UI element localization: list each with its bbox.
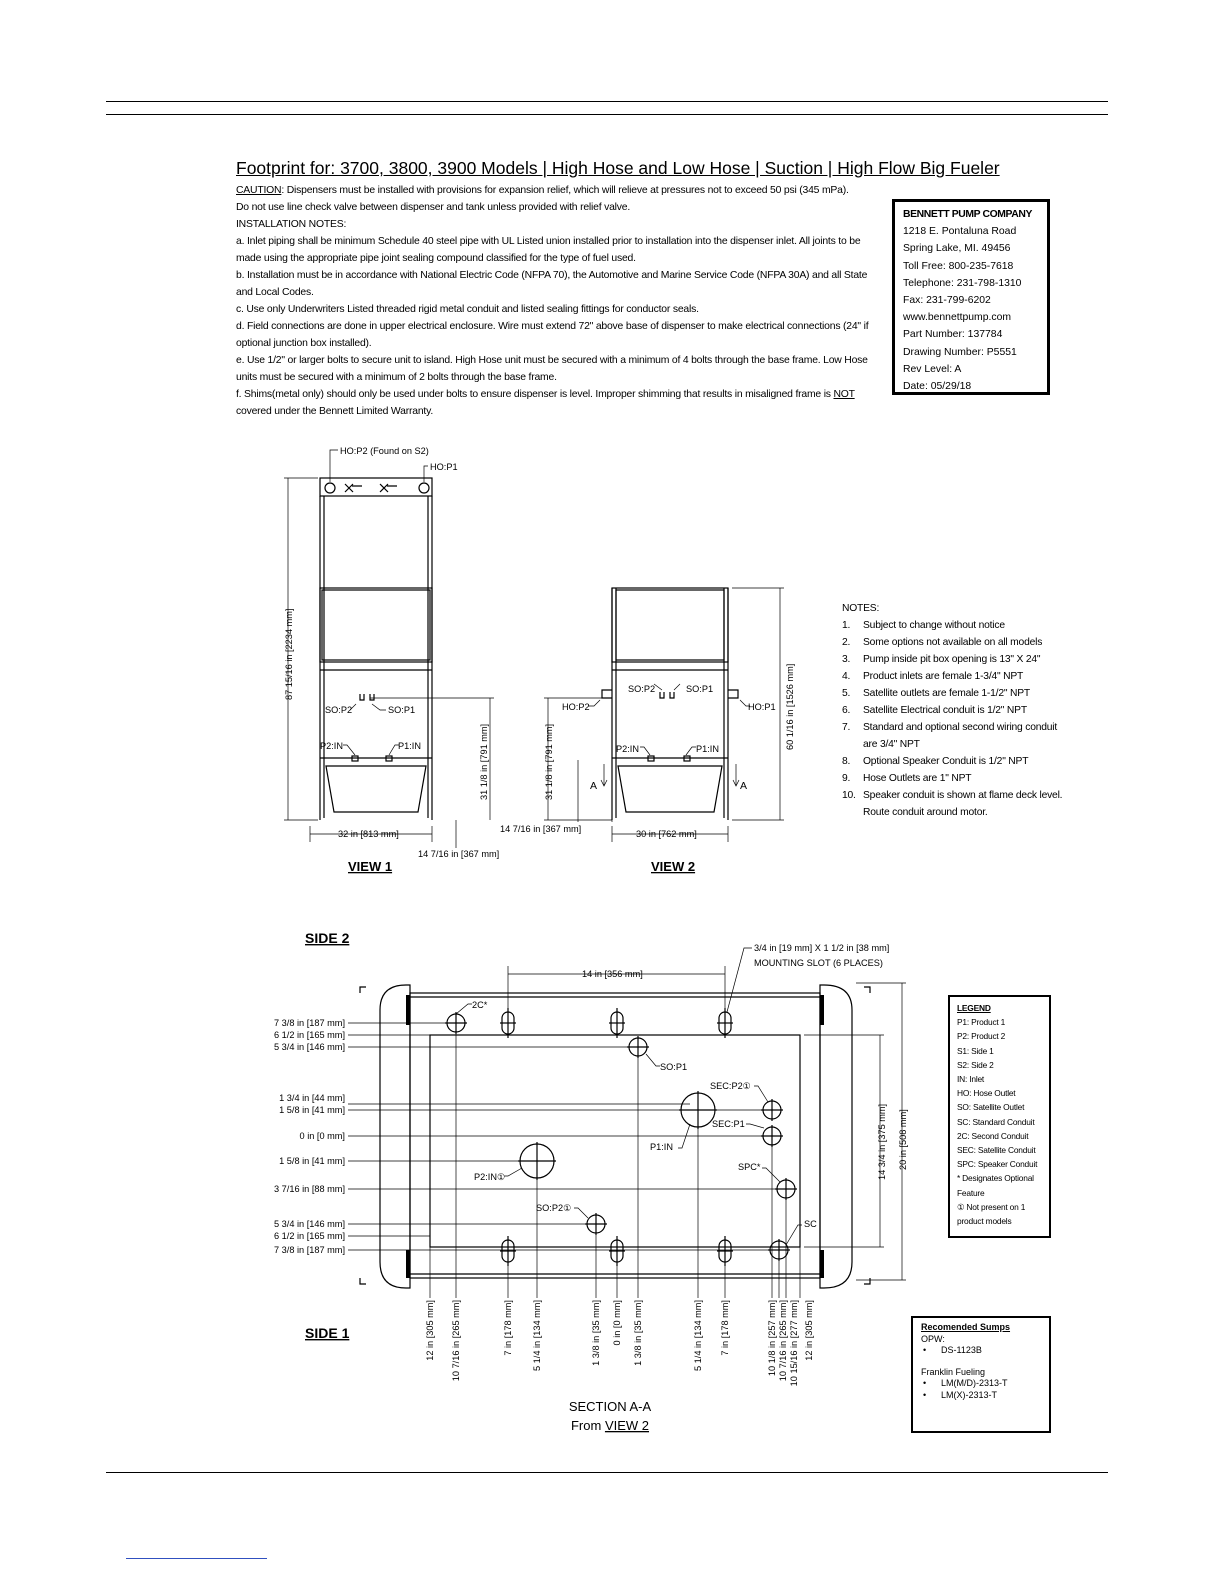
bottom-dim: 0 in [0 mm] <box>612 1300 622 1346</box>
v2-ho-p1: HO:P1 <box>748 702 776 712</box>
company-rev: Rev Level: A <box>903 363 962 375</box>
slot-note-1: 3/4 in [19 mm] X 1 1/2 in [38 mm] <box>754 943 890 953</box>
v2-offset: 14 7/16 in [367 mm] <box>500 824 582 834</box>
slot-spacing: 14 in [356 mm] <box>582 969 643 979</box>
company-telephone: Telephone: 231-798-1310 <box>903 277 1022 289</box>
bottom-dim: 12 in [305 mm] <box>804 1300 814 1361</box>
note-d: d. Field connections are done in upper electrical enclosure. Wire must extend 72" above base of dispenser to make electrical connections (24" if optional junction box installed). <box>236 321 869 349</box>
note-b: b. Installation must be in accordance with National Electric Code (NFPA 70), the Automotive and Marine Service Code (NFPA 30A) and all State and Local Codes. <box>236 270 868 298</box>
company-address1: 1218 E. Pontaluna Road <box>903 226 1017 238</box>
section-drawing <box>360 985 870 1288</box>
v2-section-mark-right: A <box>740 780 748 792</box>
callout-2c: 2C* <box>472 1000 488 1010</box>
company-name: BENNETT PUMP COMPANY <box>903 209 1033 220</box>
bottom-dim: 10 1/8 in [257 mm] <box>767 1300 777 1377</box>
v1-height: 87 15/16 in [2234 mm] <box>284 608 294 700</box>
callout-p2-in: P2:IN① <box>474 1172 506 1182</box>
side1-label: SIDE 1 <box>305 1325 350 1341</box>
v2-inlet-height: 31 1/8 in [791 mm] <box>544 723 554 800</box>
legend-item: SO: Satellite Outlet <box>957 1102 1025 1113</box>
sumps-franklin-item: • LM(X)-2313-T <box>921 1390 1041 1402</box>
company-web: www.bennettpump.com <box>903 312 1012 324</box>
page-title: Footprint for: 3700, 3800, 3900 Models | High Hose and Low Hose | Suction | High Flow Big Fueler <box>236 158 1000 178</box>
side-note: 1. Subject to change without notice <box>842 620 1005 631</box>
sumps-franklin-item: • LM(M/D)-2313-T <box>921 1378 1041 1390</box>
v1-offset: 14 7/16 in [367 mm] <box>418 849 500 859</box>
side-note: 2. Some options not available on all models <box>842 637 1043 648</box>
bottom-dim: 5 1/4 in [134 mm] <box>532 1300 542 1371</box>
dim-inner: 14 3/4 in [375 mm] <box>877 1103 887 1180</box>
legend-item: SEC: Satellite Conduit <box>957 1145 1036 1156</box>
v2-section-mark-left: A <box>590 780 598 792</box>
side-note: 4. Product inlets are female 1-3/4" NPT <box>842 671 1024 682</box>
side-note: 3. Pump inside pit box opening is 13" X 24" <box>842 654 1041 665</box>
callout-sec-p2: SEC:P2① <box>710 1081 751 1091</box>
slot-note-2: MOUNTING SLOT (6 PLACES) <box>754 958 883 968</box>
caution-text: : Dispensers must be installed with provisions for expansion relief, which will relieve at pressures not to exceed 50 psi (345 mPa). <box>281 185 849 196</box>
bottom-dim: 10 15/16 in [277 mm] <box>789 1300 799 1387</box>
callout-so-p2: SO:P2① <box>536 1203 572 1213</box>
side-note: 5. Satellite outlets are female 1-1/2" NPT <box>842 688 1030 699</box>
callout-sec-p1: SEC:P1 <box>712 1119 745 1129</box>
section-caption-2: From VIEW 2 <box>570 1418 650 1433</box>
legend-item: IN: Inlet <box>957 1074 985 1085</box>
legend-item: 2C: Second Conduit <box>957 1130 1029 1141</box>
bottom-dim: 1 3/8 in [35 mm] <box>633 1300 643 1366</box>
sumps-franklin: Franklin Fueling <box>921 1366 986 1377</box>
v2-ho-p2: HO:P2 <box>562 702 590 712</box>
sumps-opw: OPW: <box>921 1333 945 1344</box>
dimension-lines <box>284 450 906 1298</box>
left-dim: 7 3/8 in [187 mm] <box>274 1018 345 1028</box>
recommended-sumps-box <box>911 1316 1051 1433</box>
v1-so-p1: SO:P1 <box>388 705 416 715</box>
v2-height: 60 1/16 in [1526 mm] <box>785 663 795 750</box>
bottom-dim: 10 7/16 in [265 mm] <box>451 1300 461 1382</box>
v2-so-p1: SO:P1 <box>686 684 714 694</box>
left-dim: 3 7/16 in [88 mm] <box>274 1184 345 1194</box>
callout-p1-in: P1:IN <box>650 1142 673 1152</box>
sumps-heading: Recomended Sumps <box>921 1322 1011 1332</box>
legend-item: P2: Product 2 <box>957 1031 1006 1042</box>
side-notes-heading: NOTES: <box>842 603 880 614</box>
side-note: 10. Speaker conduit is shown at flame deck level. Route conduit around motor. <box>842 790 1063 818</box>
note-f: f. Shims(metal only) should only be used under bolts to ensure dispenser is level. Improper shimming that results in misaligned frame is NOT covered under the Bennett Limited Warranty. <box>236 389 855 417</box>
v1-ho-p2: HO:P2 (Found on S2) <box>340 446 429 456</box>
caution-label: CAUTION <box>236 185 282 196</box>
bottom-dim: 5 1/4 in [134 mm] <box>693 1300 703 1371</box>
left-dim: 0 in [0 mm] <box>299 1131 345 1141</box>
v1-p2-in: P2:IN <box>320 741 343 751</box>
v2-so-p2: SO:P2 <box>628 684 656 694</box>
left-dim: 5 3/4 in [146 mm] <box>274 1219 345 1229</box>
legend-item: SPC: Speaker Conduit <box>957 1159 1038 1170</box>
footer-rule <box>106 1472 1108 1473</box>
bottom-dim: 12 in [305 mm] <box>425 1300 435 1361</box>
v1-inlet-height: 31 1/8 in [791 mm] <box>479 723 489 800</box>
left-dim: 6 1/2 in [165 mm] <box>274 1231 345 1241</box>
section-caption-1: SECTION A-A <box>568 1399 652 1414</box>
v1-p1-in: P1:IN <box>398 741 421 751</box>
side-note: 6. Satellite Electrical conduit is 1/2" NPT <box>842 705 1027 716</box>
callout-spc: SPC* <box>738 1162 761 1172</box>
bottom-dim: 1 3/8 in [35 mm] <box>591 1300 601 1366</box>
legend-item: ① Not present on 1 product models <box>957 1201 1026 1227</box>
left-dim: 1 3/4 in [44 mm] <box>279 1093 345 1103</box>
left-dim: 5 3/4 in [146 mm] <box>274 1042 345 1052</box>
note-c: c. Use only Underwriters Listed threaded rigid metal conduit and listed sealing fittings for conductor seals. <box>236 304 699 315</box>
sumps-opw-item: • DS-1123B <box>921 1345 1041 1357</box>
left-dim: 1 5/8 in [41 mm] <box>279 1105 345 1115</box>
not-emphasis: NOT <box>833 389 855 400</box>
installation-heading: INSTALLATION NOTES: <box>236 219 347 230</box>
company-tollfree: Toll Free: 800-235-7618 <box>903 260 1014 272</box>
company-drawing: Drawing Number: P5551 <box>903 346 1017 358</box>
callout-sc: SC <box>804 1219 817 1229</box>
legend-item: S2: Side 2 <box>957 1059 994 1070</box>
side-note: 8. Optional Speaker Conduit is 1/2" NPT <box>842 756 1029 767</box>
left-dim: 6 1/2 in [165 mm] <box>274 1030 345 1040</box>
footer-link-line <box>126 1558 267 1559</box>
v2-p1-in: P1:IN <box>696 744 719 754</box>
side-note: 9. Hose Outlets are 1" NPT <box>842 773 972 784</box>
view1-label: VIEW 1 <box>348 859 393 874</box>
caution-line-2: Do not use line check valve between dispenser and tank unless provided with relief valve. <box>236 202 631 213</box>
company-address2: Spring Lake, MI. 49456 <box>903 243 1011 255</box>
side2-label: SIDE 2 <box>305 930 350 946</box>
bottom-dim: 10 7/16 in [265 mm] <box>778 1300 788 1382</box>
legend-item: SC: Standard Conduit <box>957 1116 1035 1127</box>
bottom-dim: 7 in [178 mm] <box>503 1300 513 1356</box>
v1-width: 32 in [813 mm] <box>338 829 399 839</box>
company-date: Date: 05/29/18 <box>903 381 972 393</box>
note-a: a. Inlet piping shall be minimum Schedule 40 steel pipe with UL Listed union installed prior to installation into the dispenser inlet. All joints to be made using the appropriate pipe joint sealing compound classified for the type of fuel used. <box>236 236 861 264</box>
note-e: e. Use 1/2" or larger bolts to secure unit to island. High Hose unit must be secured with a minimum of 4 bolts through the base frame. Low Hose units must be secured with a minimum of 2 bolts through the base frame. <box>236 355 868 383</box>
v1-ho-p1: HO:P1 <box>430 462 458 472</box>
view1-drawing <box>320 478 432 820</box>
legend-box <box>948 995 1051 1238</box>
side-note: 7. Standard and optional second wiring conduit are 3/4" NPT <box>842 722 1058 750</box>
left-dim: 7 3/8 in [187 mm] <box>274 1245 345 1255</box>
v2-width: 30 in [762 mm] <box>636 829 697 839</box>
legend-item: P1: Product 1 <box>957 1017 1006 1028</box>
bottom-dim: 7 in [178 mm] <box>720 1300 730 1356</box>
legend-item: S1: Side 1 <box>957 1045 994 1056</box>
company-part: Part Number: 137784 <box>903 329 1003 341</box>
legend-item: * Designates Optional Feature <box>957 1173 1034 1198</box>
view2-label: VIEW 2 <box>651 859 696 874</box>
left-dim: 1 5/8 in [41 mm] <box>279 1156 345 1166</box>
company-fax: Fax: 231-799-6202 <box>903 295 991 307</box>
view2-drawing <box>602 588 738 820</box>
dim-outer: 20 in [508 mm] <box>898 1109 908 1170</box>
v1-so-p2: SO:P2 <box>325 705 353 715</box>
callout-so-p1: SO:P1 <box>660 1062 688 1072</box>
legend-heading: LEGEND <box>957 1003 991 1013</box>
v2-p2-in: P2:IN <box>616 744 639 754</box>
legend-item: HO: Hose Outlet <box>957 1088 1016 1099</box>
